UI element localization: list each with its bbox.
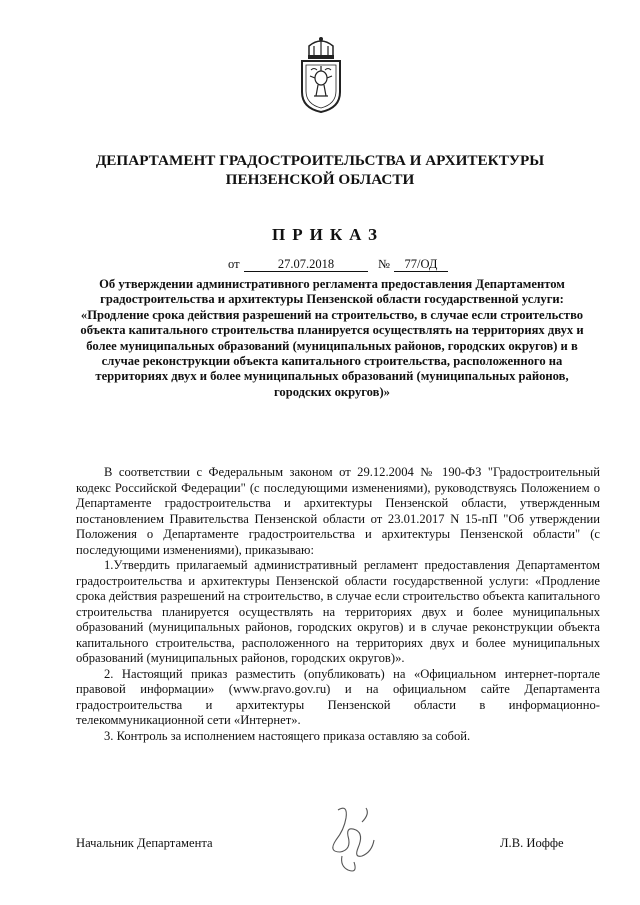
signatory-name: Л.В. Иоффе <box>500 836 564 850</box>
coat-of-arms-icon <box>296 36 346 114</box>
item-2-paragraph: 2. Настоящий приказ разместить (опубликовать) на «Официальном интернет-портале правовой информации» (www.pravo.gov.ru) и на официальном сайте Департамента градостроительства и архитектуры Пензенской области в информационно-телекоммуникационной сети «Интернет». <box>76 666 600 727</box>
date-label: от <box>228 257 240 271</box>
document-body <box>76 465 600 744</box>
item-1-paragraph: 1.Утвердить прилагаемый административный регламент предоставления Департаментом градостроительства и архитектуры Пензенской области государственной услуги: «Продление срока действия разрешений на строительство, в случае если строительство объекта капитального строительства планируется осуществлять на территориях двух и более муниципальных образований (муниципальных районов, городских округов) и в случае реконструкции объекта капитального строительства, расположенного на территориях двух и более муниципальных образований (муниципальных районов, городских округов)». <box>76 558 600 665</box>
department-line-1: ДЕПАРТАМЕНТ ГРАДОСТРОИТЕЛЬСТВА И АРХИТЕКТУРЫ <box>95 152 545 169</box>
number-label: № <box>378 257 390 271</box>
document-type: ПРИКАЗ <box>272 225 384 244</box>
document-meta <box>0 257 640 275</box>
handwritten-signature <box>318 800 388 880</box>
document-title: Об утверждении административного регламента предоставления Департаментом градостроительства и архитектуры Пензенской области государственной услуги: «Продление срока действия разрешений на строительство, в случае если строительство объекта капитального строительства планируется осуществлять на территориях двух и более муниципальных образований (муниципальных районов, городских округов) и в случае реконструкции объекта капитального строительства, расположенного на территориях двух и более муниципальных образований (муниципальных районов, городских округов)» <box>80 277 584 399</box>
signatory-position: Начальник Департамента <box>76 836 213 850</box>
item-3-paragraph: 3. Контроль за исполнением настоящего приказа оставляю за собой. <box>104 728 471 743</box>
department-name <box>60 151 580 189</box>
document-number: 77/ОД <box>394 257 448 272</box>
document-date: 27.07.2018 <box>244 257 368 272</box>
preamble-paragraph: В соответствии с Федеральным законом от 29.12.2004 № 190-ФЗ "Градостроительный кодекс Российской Федерации" (с последующими изменениями), руководствуясь Положением о Департаменте градостроительства и архитектуры Пензенской области, утвержденным постановлением Правительства Пензенской области от 23.01.2017 N 15-пП "Об утверждении Положения о Департаменте градостроительства и архитектуры Пензенской области" (с последующими изменениями), приказываю: <box>76 465 600 557</box>
department-line-2: ПЕНЗЕНСКОЙ ОБЛАСТИ <box>225 171 415 188</box>
